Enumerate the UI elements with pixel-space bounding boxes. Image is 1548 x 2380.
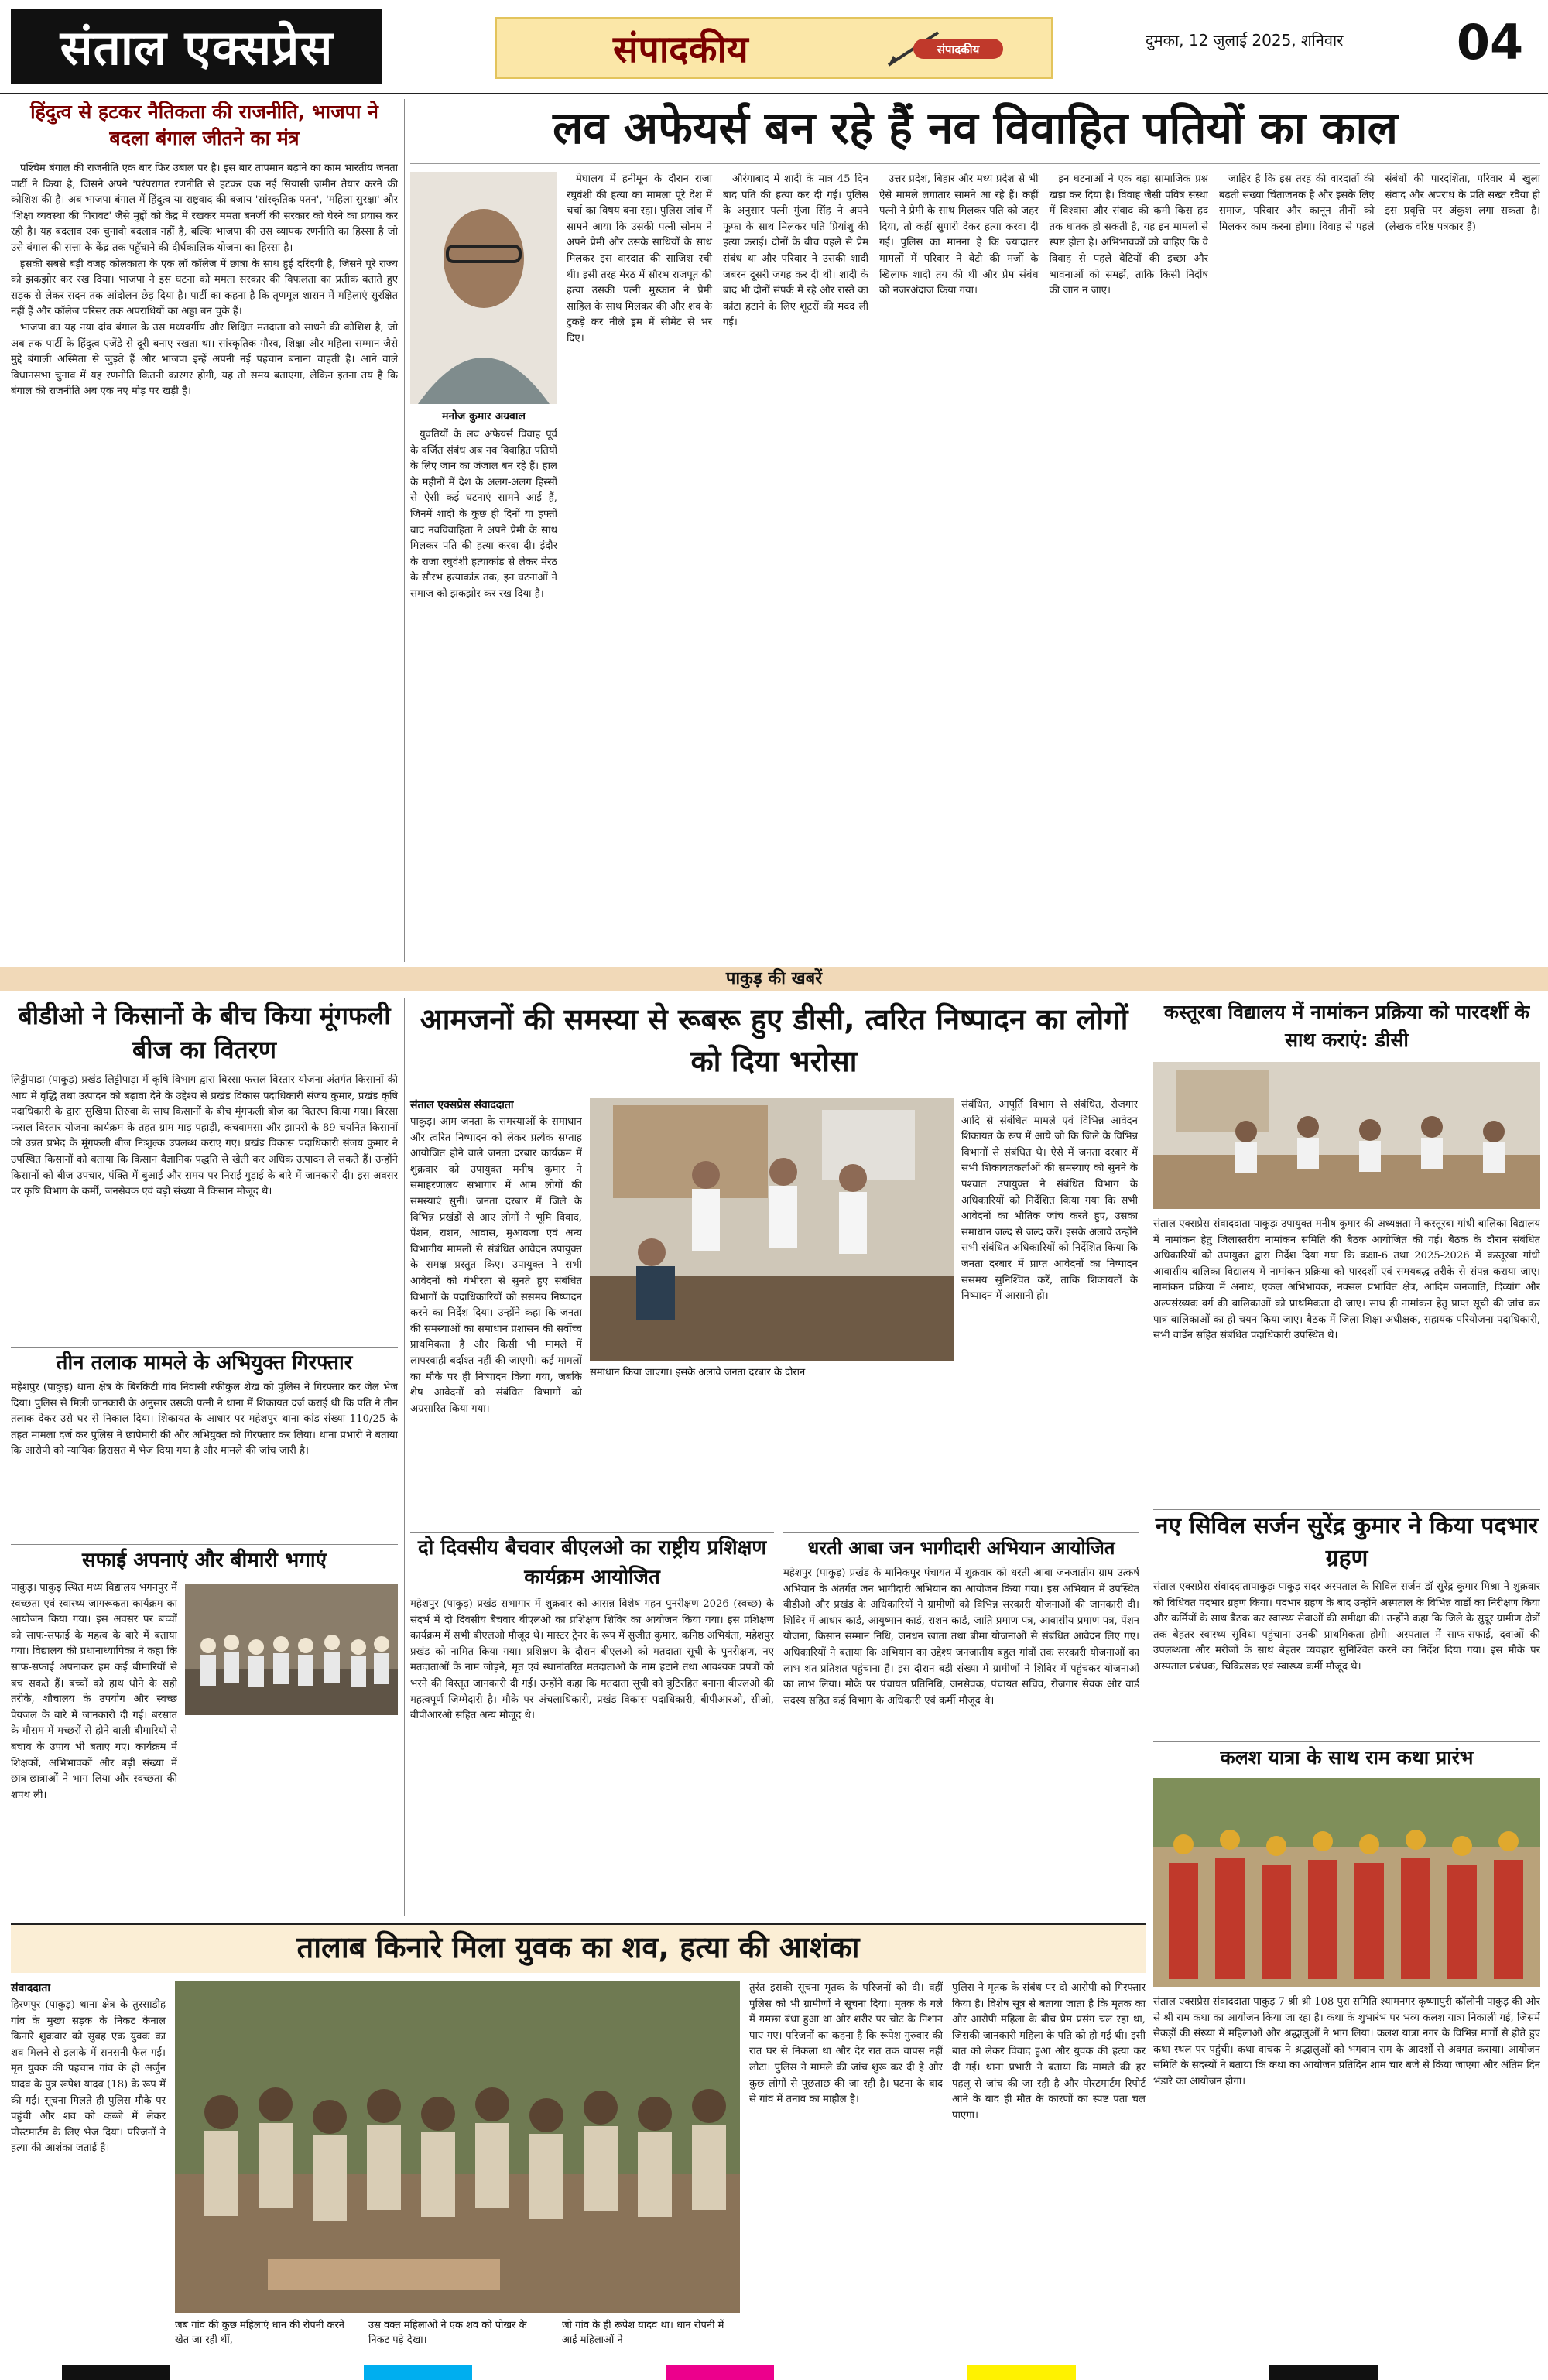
surgeon-headline: नए सिविल सर्जन सुरेंद्र कुमार ने किया पदभार ग्रहण (1155, 1512, 1539, 1572)
bottom-byline: संवाददाता (11, 1982, 50, 1995)
registration-strip-cyan (364, 2365, 472, 2380)
author-photo (410, 172, 557, 404)
kasturba-body: संताल एक्सप्रेस संवाददाता पाकुड़ः उपायुक्त मनीष कुमार की अध्यक्षता में कस्तूरबा गांधी बालिका विद्यालय में नामांकन हेतु जिलास्तरीय नामांकन समिति की बैठक आयोजित की गई। बैठक के दौरान संबंधित अधिकारियों को उपायुक्त द्वारा निर्देश दिया गया कि कक्षा-6 तथा 2025-2026 में कस्तूरबा गांधी आवासीय बालिका विद्यालय में नामांकन प्रक्रिया को पारदर्शी एवं समयबद्ध तरीके से संपन्न कराया जाए। नामांकन प्रक्रिया में अनाथ, एकल अभिभावक, नक्सल प्रभावित क्षेत्र, आदिम जनजाति, दिव्यांग और अल्पसंख्यक वर्ग की बालिकाओं को प्राथमिकता दी जाए। साथ ही नामांकन हेतु प्राप्त सूची की जांच कर पात्र बालिकाओं का ही चयन किया जाए। बैठक में जिला शिक्षा अधीक्षक, सहायक परियोजना पदाधिकारी, सभी वार्डेन सहित संबंधित पदाधिकारी उपस्थित थे। (1153, 1218, 1540, 1342)
lead-article (410, 99, 1540, 962)
date-line: दुमका, 12 जुलाई 2025, शनिवार (1146, 31, 1344, 50)
kalash-headline: कलश यात्रा के साथ राम कथा प्रारंभ (1220, 1746, 1474, 1769)
registration-strip-yellow (968, 2365, 1076, 2380)
paragraph: औरंगाबाद में शादी के मात्र 45 दिन बाद पति की हत्या कर दी गई। पुलिस के अनुसार पत्नी गुंजा सिंह ने अपने फूफा के साथ मिलकर पति प्रियांशु की हत्या कराई। दोनों के बीच पहले से प्रेम संबंध था और परिवार ने उसकी शादी जबरन दूसरी जगह कर दी थी। शादी के बाद भी दोनों संपर्क में रहे और रास्ते का कांटा हटाने के लिए शूटरों की मदद ली गई। (723, 173, 868, 329)
dc-byline: संताल एक्सप्रेस संवाददाता (410, 1099, 514, 1111)
lead-body-c (879, 172, 1208, 961)
bottom-body-right: पुलिस ने मृतक के संबंध पर दो आरोपी को गिरफ्तार किया है। विशेष सूत्र से बताया जाता है कि मृतक का और आरोपी महिला के बीच प्रेम प्रसंग चल रहा था, जिसकी जानकारी महिला के पति को हो गई थी। इसी बात को लेकर विवाद हुआ और युवक की हत्या कर दी गई। थाना प्रभारी ने बताया कि मामले की हर पहलू से जांच की जा रही है और पोस्टमार्टम रिपोर्ट आने के बाद ही मौत के कारणों का स्पष्ट पता चल पाएगा। (952, 1982, 1146, 2121)
paragraph: पश्चिम बंगाल की राजनीति एक बार फिर उबाल पर है। इस बार तापमान बढ़ाने का काम भारतीय जनता पार्टी ने किया है, जिसने अपने 'परंपरागत रणनीति से हटकर एक नई सियासी ज़मीन तैयार करने की कोशिश की है। अब भाजपा बंगाल में हिंदुत्व या राष्ट्रवाद की बजाय 'सांस्कृतिक पतन', 'महिला सुरक्षा' और 'शिक्षा व्यवस्था की गिरावट' जैसे मुद्दों को केंद्र में रखकर ममता बनर्जी की सरकार को घेरने का प्रयास कर रही है। यह बदलाव एक चुनावी बदलाव नहीं है, बल्कि भाजपा की उस व्यापक रणनीति का हिस्सा है जो उसे बंगाल की सत्ता के केंद्र तक पहुँचाने की दीर्घकालिक योजना का हिस्सा है। (11, 163, 398, 254)
talaq-body: महेशपुर (पाकुड़) थाना क्षेत्र के बिरकिटी गांव निवासी रफीकुल शेख को पुलिस ने गिरफ्तार कर जेल भेज दिया। पुलिस से मिली जानकारी के अनुसार उसकी पत्नी ने थाना में शिकायत दर्ज कराई थी कि पति ने तीन तलाक देकर उसे घर से निकाल दिया। शिकायत के आधार पर महेशपुर थाना कांड संख्या 110/25 के तहत मामला दर्ज कर पुलिस ने छापेमारी की और अभियुक्त को गिरफ्तार कर लिया। थाना प्रभारी ने बताया कि आरोपी को न्यायिक हिरासत में भेज दिया गया है और मामले की जांच जारी है। (11, 1382, 398, 1457)
bottom-caption-1: जब गांव की कुछ महिलाएं धान की रोपनी करने खेत जा रही थीं, (175, 2320, 344, 2346)
talaq-article (11, 1347, 398, 1536)
pen-badge-label: संपादकीय (937, 43, 980, 57)
bottom-caption-2: उस वक्त महिलाओं ने एक शव को पोखर के निकट पड़े देखा। (368, 2320, 527, 2346)
bottom-article (11, 1923, 1146, 2361)
cleanliness-body-a: पाकुड़। पाकुड़ स्थित मध्य विद्यालय भगनपुर में स्वच्छता एवं स्वास्थ्य जागरूकता कार्यक्रम का आयोजन किया गया। इस अवसर पर बच्चों को साफ-सफाई के महत्व के बारे में बताया गया। विद्यालय की प्रधानाध्यापिका ने कहा कि साफ-सफाई अपनाकर हम कई बीमारियों से बच सकते हैं। बच्चों को हाथ धोने के सही तरीके, शौचालय के उपयोग और स्वच्छ पेयजल के बारे में जानकारी दी गई। बरसात के मौसम में मच्छरों से होने वाली बीमारियों से बचाव के उपाय भी बताए गए। कार्यक्रम में शिक्षकों, अभिभावकों और बड़ी संख्या में छात्र-छात्राओं ने भाग लिया और स्वच्छता की शपथ ली। (11, 1582, 177, 1801)
talaq-headline: तीन तलाक मामले के अभियुक्त गिरफ्तार (56, 1351, 353, 1375)
dc-headline: आमजनों की समस्या से रूबरू हुए डीसी, त्वरित निष्पादन का लोगों को दिया भरोसा (420, 1002, 1128, 1078)
lead-body-d (1219, 172, 1540, 961)
cleanliness-article (11, 1544, 398, 1916)
kasturba-article (1153, 998, 1540, 1502)
students-photo (185, 1584, 398, 1715)
dc-article (410, 998, 1138, 1525)
paragraph: मेघालय में हनीमून के दौरान राजा रघुवंशी की हत्या का मामला पूरे देश में चर्चा का विषय बना रहा। पुलिस जांच में सामने आया कि उसकी पत्नी सोनम ने अपने प्रेमी और उसके साथियों के साथ मिलकर इस वारदात की साजिश रची थी। इसी तरह मेरठ में सौरभ राजपूत की हत्या उसकी पत्नी मुस्कान ने प्रेमी साहिल के साथ मिलकर की और शव के टुकड़े कर नीले ड्रम में सीमेंट से भर दिए। (567, 173, 712, 344)
groundnut-body: लिट्टीपाड़ा (पाकुड़) प्रखंड लिट्टीपाड़ा में कृषि विभाग द्वारा बिरसा फसल विस्तार योजना अंतर्गत किसानों की आय में वृद्धि तथा उत्पादन को बढ़ावा देने के उद्देश्य से प्रखंड विकास पदाधिकारी संजय कुमार, प्रखंड कृषि पदाधिकारी के द्वारा सुखिया तिरुवा के साथ किसानों के बीच मूंगफली बीज का वितरण किया गया। बिरसा फसल विस्तार योजना कार्यक्रम के तहत ग्राम माड़ पहाड़ी, कचवामसा और झापरी के 89 चयनित किसानों को उन्नत प्रभेद के मूंगफली बीज निःशुल्क उपलब्ध कराए गए। प्रखंड विकास पदाधिकारी संजय कुमार ने उपस्थित किसानों को बताया कि किसान वैज्ञानिक पद्धति से खेती कर अधिक उत्पादन ले सकते हैं। उन्होंने किसानों को बीज उपचार, पंक्ति में बुआई और समय पर निराई-गुड़ाई के बारे में जानकारी दी। इस अवसर पर कृषि विभाग के कर्मी, जनसेवक एवं बड़ी संख्या में किसान मौजूद थे। (11, 1074, 398, 1198)
lead-body-b (567, 172, 868, 961)
dharti-headline: धरती आबा जन भागीदारी अभियान आयोजित (807, 1537, 1115, 1559)
paragraph: उत्तर प्रदेश, बिहार और मध्य प्रदेश से भी ऐसे मामले लगातार सामने आ रहे हैं। कहीं पत्नी ने प्रेमी के साथ मिलकर पति को जहर दिया, तो कहीं सुपारी देकर हत्या करवा दी गई। पुलिस का मानना है कि ज्यादातर मामलों में परिवार ने बेटी की मर्जी के खिलाफ शादी तय की थी और प्रेम संबंध को नजरअंदाज किया गया। (879, 173, 1039, 297)
bottom-body-middle: तुरंत इसकी सूचना मृतक के परिजनों को दी। वहीं पुलिस को भी ग्रामीणों ने सूचना दिया। मृतक के गले में गमछा बंधा हुआ था और शरीर पर चोट के निशान पाए गए। परिजनों का कहना है कि रूपेश गुरुवार की रात घर से निकला था और देर रात तक वापस नहीं लौटा। पुलिस ने मामले की जांच शुरू कर दी है और कुछ लोगों से पूछताछ की जा रही है। घटना के बाद से गांव में तनाव का माहौल है। (749, 1982, 943, 2106)
side-article-headline: हिंदुत्व से हटकर नैतिकता की राजनीति, भाजपा ने बदला बंगाल जीतने का मंत्र (30, 101, 378, 149)
dc-side-text: संबंधित, आपूर्ति विभाग से संबंधित, रोजगार आदि से संबंधित मामले एवं विभिन्न आवेदन शिकायत के रूप में आये जो कि जिले के विभिन्न विभागों से संबंधित थे। ऐसे में जनता दरबार में सभी शिकायतकर्ताओं की समस्याएं को सुनने के पश्चात उपायुक्त ने संबंधित विभाग के अधिकारियों को निर्देशित किया गया कि सभी आवेदनों का भौतिक जांच करते हुए, उसका समाधान जल्द से जल्द करें। इसके अलावे उन्होंने सभी संबंधित अधिकारियों को निर्देशित किया कि जनता दरबार में प्राप्त आवेदनों का निष्पादन ससमय सुनिश्चित करें, ताकि शिकायतों के निष्पादन में आसानी हो। (961, 1099, 1138, 1303)
side-article-body (11, 161, 398, 954)
groundnut-article (11, 998, 398, 1339)
kalash-article (1153, 1741, 1540, 2361)
registration-strip-magenta (666, 2365, 774, 2380)
bottom-body-left: हिरणपुर (पाकुड़) थाना क्षेत्र के तुरसाडीह गांव के मुख्य सड़क के निकट केनाल किनारे शुक्रवार को सुबह एक युवक का शव मिलने से इलाके में सनसनी फैल गई। मृत युवक की पहचान गांव के ही अर्जुन यादव के पुत्र रूपेश यादव (18) के रूप में की गई। सूचना मिलते ही पुलिस मौके पर पहुंची और शव को कब्जे में लेकर पोस्टमार्टम के लिए भेज दिया। परिजनों ने हत्या की आशंका जताई है। (11, 1999, 166, 2155)
column-divider (404, 99, 405, 962)
cleanliness-headline: सफाई अपनाएं और बीमारी भगाएं (82, 1549, 327, 1572)
bottom-caption-3: जो गांव के ही रूपेश यादव था। धान रोपनी में आई महिलाओं ने (562, 2320, 724, 2346)
lead-headline: लव अफेयर्स बन रहे हैं नव विवाहित पतियों का काल (410, 99, 1540, 164)
dharti-article (783, 1532, 1139, 1916)
masthead (0, 0, 1548, 93)
page-number: 04 (1456, 14, 1524, 70)
column-divider (404, 998, 405, 1916)
paragraph: युवतियों के लव अफेयर्स विवाह पूर्व के वर्जित संबंध अब नव विवाहित पतियों के लिए जान का जंजाल बन रहे हैं। हाल के महीनों में देश के अलग-अलग हिस्सों से ऐसी कई घटनाएं सामने आई हैं, जिनमें शादी के कुछ ही दिनों या हफ्तों बाद नवविवाहिता ने अपने प्रेमी के साथ मिलकर पति की हत्या करवा दी। इंदौर के राजा रघुवंशी हत्याकांड से लेकर मेरठ के सौरभ हत्याकांड तक, इन घटनाओं ने समाज को झकझोर कर रख दिया है। (410, 429, 557, 600)
blo-body: महेशपुर (पाकुड़) प्रखंड सभागार में शुक्रवार को आसन्न विशेष गहन पुनरीक्षण 2026 (स्वच्छ) के संदर्भ में दो दिवसीय बैचवार बीएलओ का प्रशिक्षण शिविर का आयोजन किया गया। इस प्रशिक्षण कार्यक्रम में सभी बीएलओ मौजूद थे। मास्टर ट्रेनर के रूप में सुजीत कुमार, कनिष्ठ अभियंता, महेशपुर प्रखंड को नामित किया गया। प्रशिक्षण के दौरान बीएलओ को मतदाता सूची के पुनरीक्षण, नए मतदाताओं के नाम जोड़ने, मृत एवं स्थानांतरित मतदाताओं के नाम हटाने तथा आवश्यक प्रपत्रों को भरने की विस्तृत जानकारी दी गई। उन्होंने कहा कि मतदाता सूची को त्रुटिरहित बनाना बीएलओ की महत्वपूर्ण जिम्मेदारी है। मौके पर अंचलाधिकारी, प्रखंड विकास पदाधिकारी, बीपीआरओ, सीओ, बीपीआरओ सहित अन्य मौजूद थे। (410, 1598, 774, 1722)
dc-photo-caption: समाधान किया जाएगा। इसके अलावे जनता दरबार के दौरान (590, 1367, 806, 1378)
lead-body-a (410, 427, 557, 961)
kalash-body: संताल एक्सप्रेस संवाददाता पाकुड़ 7 श्री श्री 108 पुरा समिति श्यामनगर कृष्णापुरी कॉलोनी पाकुड़ की ओर से श्री राम कथा का आयोजन किया जा रहा है। कथा के शुभारंभ पर भव्य कलश यात्रा निकाली गई, जिसमें सैकड़ों की संख्या में महिलाओं और श्रद्धालुओं ने भाग लिया। कलश यात्रा नगर के विभिन्न मार्गों से होते हुए कथा स्थल पर पहुंची। कथा वाचक ने श्रद्धालुओं को भगवान राम के आदर्शों से अवगत कराया। आयोजन समिति के सदस्यों ने बताया कि कथा का आयोजन प्रतिदिन शाम चार बजे से किया जाएगा और अंतिम दिन भंडारे का आयोजन होगा। (1153, 1996, 1540, 2087)
author-name: मनोज कुमार अग्रवाल (442, 410, 526, 423)
section-title: संपादकीय (613, 28, 748, 71)
paragraph: इन घटनाओं ने एक बड़ा सामाजिक प्रश्न खड़ा कर दिया है। विवाह जैसी पवित्र संस्था में विश्वास और संवाद की कमी किस हद तक घातक हो सकती है, यह इन मामलों से स्पष्ट होता है। अभिभावकों को चाहिए कि वे विवाह से पहले बेटियों की इच्छा और भावनाओं को समझें, ताकि किसी निर्दोष की जान न जाए। (1049, 173, 1208, 297)
masthead-rule (0, 93, 1548, 94)
section-bar: पाकुड़ की खबरें (0, 967, 1548, 991)
paragraph: जाहिर है कि इस तरह की वारदातों की बढ़ती संख्या चिंताजनक है और इसके लिए समाज, परिवार और कानून तीनों को मिलकर काम करना होगा। विवाह से पहले संबंधों की पारदर्शिता, परिवार में खुला संवाद और अपराध के प्रति सख्त रवैया ही इस प्रवृत्ति पर अंकुश लगा सकता है। (लेखक वरिष्ठ पत्रकार हैं) (1219, 173, 1540, 233)
blo-headline: दो दिवसीय बैचवार बीएलओ का राष्ट्रीय प्रशिक्षण कार्यक्रम आयोजित (417, 1536, 767, 1589)
paragraph: भाजपा का यह नया दांव बंगाल के उस मध्यवर्गीय और शिक्षित मतदाता को साधने की कोशिश है, जो अब तक पार्टी के हिंदुत्व एजेंडे से दूरी बनाए रखता था। सांस्कृतिक गौरव, शिक्षा और महिला सम्मान जैसे मुद्दे बंगाली अस्मिता से जुड़ते हैं और भाजपा इन्हें अपनी नई पहचान बनाना चाहती है। आने वाले विधानसभा चुनाव में यह रणनीति कितनी कारगर होगी, यह तो समय बताएगा, लेकिन इतना तय है कि बंगाल की राजनीति अब एक नए मोड़ पर खड़ी है। (11, 321, 398, 398)
bottom-headline: तालाब किनारे मिला युवक का शव, हत्या की आशंका (11, 1925, 1146, 1973)
paragraph: इसकी सबसे बड़ी वजह कोलकाता के एक लॉ कॉलेज में छात्रा के साथ हुई दरिंदगी है, जिसने पूरे राज्य को झकझोर कर रख दिया। भाजपा ने इस घटना को ममता सरकार की विफलता का प्रतीक बताते हुए सड़क से लेकर सदन तक आंदोलन छेड़ दिया है। पार्टी का कहना है कि तृणमूल शासन में महिलाएं सुरक्षित नहीं हैं और कॉलेज परिसर तक अपराधियों का अड्डा बन चुके हैं। (11, 258, 398, 318)
surgeon-article (1153, 1509, 1540, 1734)
kasturba-headline: कस्तूरबा विद्यालय में नामांकन प्रक्रिया को पारदर्शी के साथ कराएं: डीसी (1163, 1001, 1530, 1051)
kalash-photo (1153, 1778, 1540, 1987)
dharti-body: महेशपुर (पाकुड़) प्रखंड के मानिकपुर पंचायत में शुक्रवार को धरती आबा जनजातीय ग्राम उत्कर्ष अभियान के अंतर्गत जन भागीदारी अभियान का आयोजन किया गया। इस अभियान में उपस्थित बीडीओ और प्रखंड के अधिकारियों ने ग्रामीणों को विभिन्न सरकारी योजनाओं की जानकारी दी। शिविर में आधार कार्ड, आयुष्मान कार्ड, राशन कार्ड, जाति प्रमाण पत्र, आवासीय प्रमाण पत्र, पेंशन योजना, किसान सम्मान निधि, जनधन खाता तथा बीमा योजनाओं से संबंधित आवेदन लिए गए। अधिकारियों ने बताया कि अभियान का उद्देश्य जनजातीय बहुल गांवों तक सरकारी योजनाओं का लाभ शत-प्रतिशत पहुंचाना है। इस दौरान बड़ी संख्या में ग्रामीणों ने शिविर में पहुंचकर योजनाओं का लाभ लिया। मौके पर पंचायत प्रतिनिधि, जनसेवक, पंचायत सचिव, रोजगार सेवक और वार्ड सदस्य सहित कई विभाग के अधिकारी एवं कर्मी मौजूद थे। (783, 1567, 1139, 1707)
blo-article (410, 1532, 774, 1916)
pen-icon (884, 26, 1008, 70)
registration-strip-black-2 (1269, 2365, 1378, 2380)
section-banner (495, 17, 1053, 79)
registration-strip-black (62, 2365, 170, 2380)
meeting-photo (1153, 1062, 1540, 1209)
side-article (11, 99, 398, 962)
newspaper-brand: संताल एक्सप्रेस (11, 9, 382, 84)
groundnut-headline: बीडीओ ने किसानों के बीच किया मूंगफली बीज का वितरण (18, 1001, 391, 1064)
crowd-photo (175, 1981, 740, 2313)
dc-body: पाकुड़। आम जनता के समस्याओं के समाधान और त्वरित निष्पादन को लेकर प्रत्येक सप्ताह आयोजित होने वाले जनता दरबार कार्यक्रम में शुक्रवार को उपायुक्त मनीष कुमार ने समाहरणालय सभागार में आम लोगों की समस्याएं सुनीं। जनता दरबार में जिले के विभिन्न प्रखंडों से आए लोगों ने भूमि विवाद, पेंशन, राशन, आवास, मुआवजा एवं अन्य विभागीय मामलों से संबंधित आवेदन उपायुक्त के समक्ष प्रस्तुत किए। उपायुक्त ने सभी आवेदनों को गंभीरता से सुनते हुए संबंधित विभागों के पदाधिकारियों को ससमय निष्पादन करने का निर्देश दिया। उन्होंने कहा कि जनता की समस्याओं का समाधान प्रशासन की सर्वोच्च प्राथमिकता है और किसी भी मामले में लापरवाही बर्दाश्त नहीं की जाएगी। कई मामलों का मौके पर ही निष्पादन किया गया, जबकि शेष आवेदनों को संबंधित विभागों को अग्रसारित किया गया। (410, 1116, 582, 1415)
dc-photo (590, 1098, 954, 1361)
surgeon-body: संताल एक्सप्रेस संवाददातापाकुड़ः पाकुड़ सदर अस्पताल के सिविल सर्जन डॉ सुरेंद्र कुमार मिश्रा ने शुक्रवार को विधिवत पदभार ग्रहण किया। पदभार ग्रहण के बाद उन्होंने अस्पताल के विभिन्न वार्डों का निरीक्षण किया और कर्मियों के साथ बैठक कर स्वास्थ्य सेवाओं की समीक्षा की। उन्होंने कहा कि जिले के सुदूर ग्रामीण क्षेत्रों तक बेहतर स्वास्थ्य सुविधा पहुंचाना उनकी प्राथमिकता होगी। अस्पताल में साफ-सफाई, दवाओं की उपलब्धता और मरीजों के साथ बेहतर व्यवहार सुनिश्चित करने का निर्देश दिया गया। इस मौके पर अस्पताल प्रबंधक, चिकित्सक एवं स्वास्थ्य कर्मी मौजूद थे। (1153, 1581, 1540, 1673)
